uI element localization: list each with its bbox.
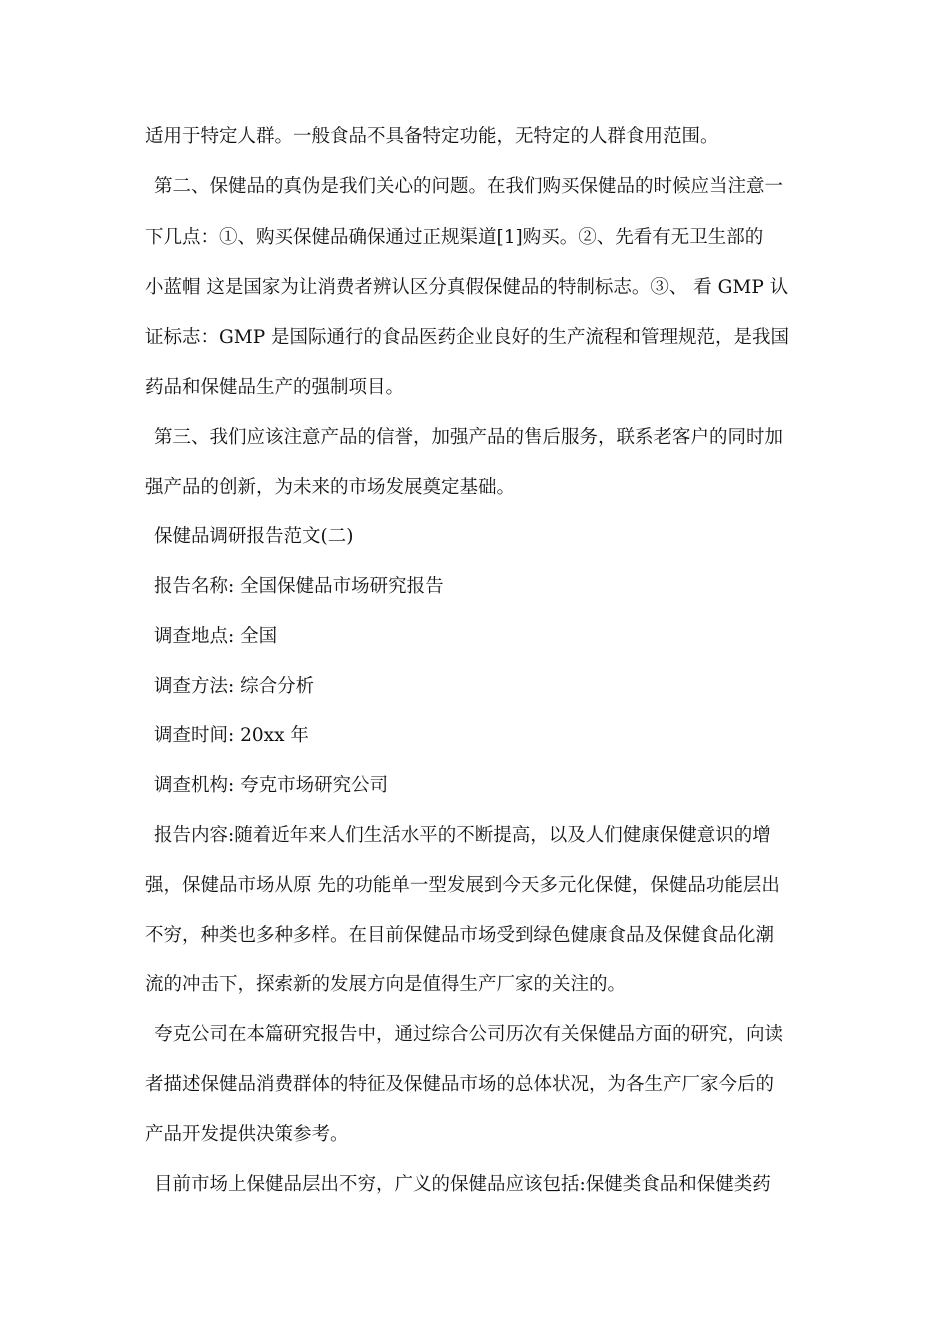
text-line: 流的冲击下，探索新的发展方向是值得生产厂家的关注的。 [145, 974, 627, 995]
survey-time: 调查时间: 20xx 年 [154, 725, 309, 746]
survey-organization: 调查机构: 夸克市场研究公司 [154, 775, 389, 796]
text-line: 夸克公司在本篇研究报告中，通过综合公司历次有关保健品方面的研究，向读 [154, 1024, 784, 1045]
text-line: 药品和保健品生产的强制项目。 [145, 377, 405, 398]
text-line: 产品开发提供决策参考。 [145, 1124, 349, 1145]
report-name: 报告名称: 全国保健品市场研究报告 [154, 576, 444, 597]
text-line: 报告内容:随着近年来人们生活水平的不断提高，以及人们健康保健意识的增 [154, 825, 771, 846]
survey-location: 调查地点: 全国 [154, 626, 278, 647]
text-line: 者描述保健品消费群体的特征及保健品市场的总体状况，为各生产厂家今后的 [145, 1074, 775, 1095]
text-line: 下几点：①、购买保健品确保通过正规渠道[1]购买。②、先看有无卫生部的 [145, 227, 764, 248]
text-line: 目前市场上保健品层出不穷，广义的保健品应该包括:保健类食品和保健类药 [154, 1174, 771, 1195]
text-line: 不穷，种类也多种多样。在目前保健品市场受到绿色健康食品及保健食品化潮 [145, 925, 775, 946]
text-line: 强产品的创新，为未来的市场发展奠定基础。 [145, 477, 516, 498]
text-line: 第二、保健品的真伪是我们关心的问题。在我们购买保健品的时候应当注意一 [154, 176, 784, 197]
text-line: 适用于特定人群。一般食品不具备特定功能，无特定的人群食用范围。 [145, 126, 719, 147]
text-line: 证标志：GMP 是国际通行的食品医药企业良好的生产流程和管理规范，是我国 [145, 327, 790, 348]
text-line: 强，保健品市场从原 先的功能单一型发展到今天多元化保健，保健品功能层出 [145, 875, 780, 896]
section-heading: 保健品调研报告范文(二) [154, 526, 354, 547]
text-line: 第三、我们应该注意产品的信誉，加强产品的售后服务，联系老客户的同时加 [154, 427, 784, 448]
survey-method: 调查方法: 综合分析 [154, 676, 315, 697]
text-line: 小蓝帽 这是国家为让消费者辨认区分真假保健品的特制标志。③、 看 GMP 认 [145, 277, 789, 298]
